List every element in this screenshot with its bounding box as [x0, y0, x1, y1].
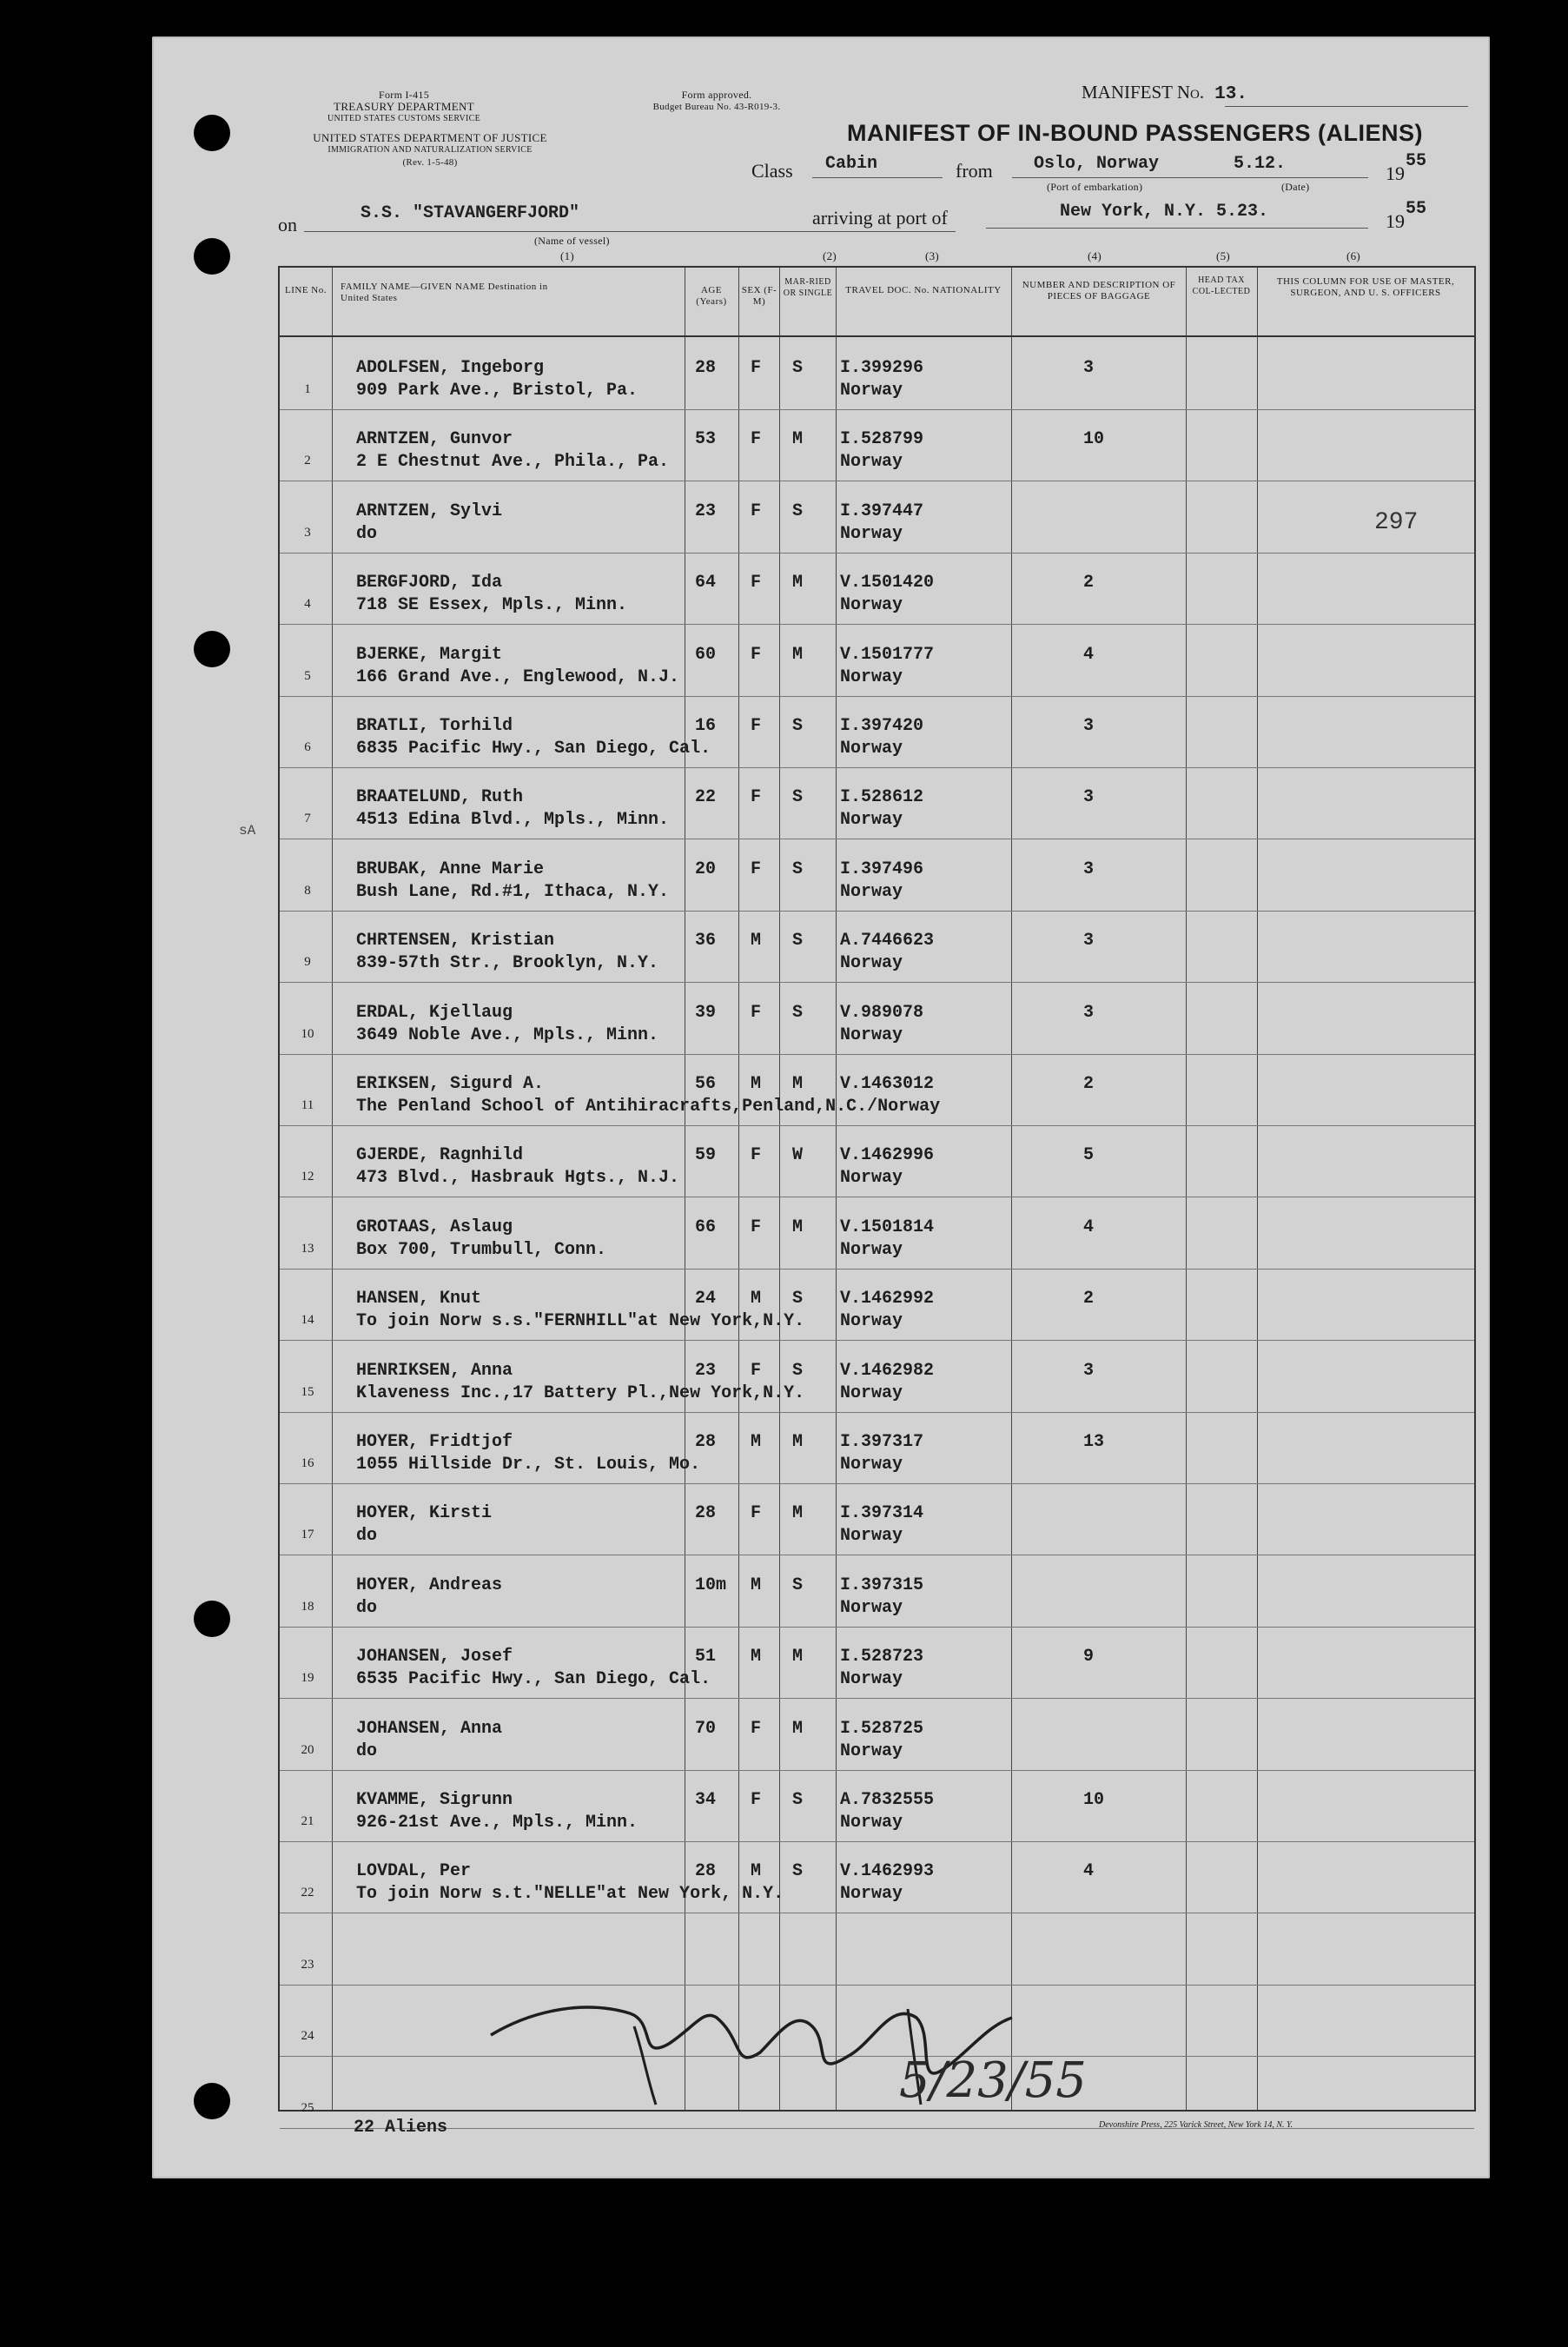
- line-number: 19: [301, 1671, 314, 1686]
- table-row: [280, 768, 1474, 839]
- officer-number: 297: [1374, 509, 1419, 536]
- table-row: [280, 554, 1474, 625]
- marital-status: S: [792, 787, 804, 808]
- line-number: 18: [301, 1599, 314, 1614]
- baggage-count: 9: [1083, 1647, 1095, 1667]
- header-headtax: HEAD TAX COL-LECTED: [1192, 275, 1251, 296]
- binder-hole: [194, 2083, 230, 2119]
- ins-label: IMMIGRATION AND NATURALIZATION SERVICE: [327, 145, 533, 155]
- line-number: 8: [304, 883, 311, 898]
- age: 10m: [695, 1575, 727, 1595]
- nationality: Norway: [840, 666, 903, 687]
- passenger-name: ARNTZEN, Gunvor: [356, 429, 513, 450]
- line-number: 24: [301, 2029, 314, 2044]
- baggage-count: 4: [1083, 1861, 1095, 1882]
- form-number: Form I-415: [379, 89, 429, 101]
- travel-doc-number: I.397317: [840, 1432, 924, 1452]
- line-number: 2: [304, 454, 311, 468]
- destination: 1055 Hillside Dr., St. Louis, Mo.: [356, 1455, 701, 1475]
- passenger-name: JOHANSEN, Josef: [356, 1647, 513, 1667]
- header-sex: SEX (F-M): [741, 285, 777, 307]
- travel-doc-number: V.1501420: [840, 573, 935, 593]
- marital-status: W: [792, 1145, 804, 1166]
- destination: Box 700, Trumbull, Conn.: [356, 1239, 607, 1260]
- passenger-name: BJERKE, Margit: [356, 644, 503, 665]
- table-row: [280, 339, 1474, 410]
- passenger-table: [278, 266, 1476, 2115]
- nationality: Norway: [840, 381, 903, 401]
- passenger-name: ARNTZEN, Sylvi: [356, 501, 503, 521]
- sex: M: [751, 1575, 762, 1595]
- destination: 839-57th Str., Brooklyn, N.Y.: [356, 953, 659, 974]
- destination: 4513 Edina Blvd., Mpls., Minn.: [356, 810, 670, 831]
- nationality: Norway: [840, 953, 903, 974]
- marital-status: M: [792, 573, 804, 593]
- justice-block: [269, 132, 591, 169]
- travel-doc-number: I.528799: [840, 429, 924, 450]
- justice-label: UNITED STATES DEPARTMENT OF JUSTICE: [313, 131, 547, 144]
- age: 24: [695, 1289, 717, 1309]
- line-number: 23: [301, 1957, 314, 1972]
- table-row: [280, 697, 1474, 768]
- from-label: from: [956, 160, 993, 182]
- line-number: 12: [301, 1170, 314, 1184]
- destination: The Penland School of Antihiracrafts,Penland,N.C./Norway: [356, 1097, 941, 1117]
- port-embark-caption: (Port of embarkation): [1047, 181, 1143, 193]
- sex: F: [751, 501, 762, 521]
- age: 60: [695, 644, 717, 665]
- on-label: on: [278, 214, 297, 235]
- table-row: [280, 626, 1474, 697]
- baggage-count: 4: [1083, 1217, 1095, 1237]
- nationality: Norway: [840, 1813, 903, 1833]
- travel-doc-number: V.1462996: [840, 1145, 935, 1166]
- line-number: 15: [301, 1384, 314, 1399]
- age: 70: [695, 1718, 717, 1739]
- marital-status: M: [792, 1503, 804, 1524]
- header-line: LINE No.: [285, 285, 327, 295]
- destination: 6535 Pacific Hwy., San Diego, Cal.: [356, 1669, 711, 1690]
- sex: F: [751, 787, 762, 808]
- travel-doc-number: I.528612: [840, 787, 924, 808]
- passenger-name: GJERDE, Ragnhild: [356, 1145, 524, 1166]
- table-row: [280, 482, 1474, 554]
- travel-doc-number: V.1462982: [840, 1360, 935, 1381]
- travel-doc-number: A.7446623: [840, 931, 935, 951]
- class-rule: [812, 177, 943, 178]
- sex: M: [751, 1647, 762, 1667]
- header-officers: THIS COLUMN FOR USE OF MASTER, SURGEON, AND U. S. OFFICERS: [1276, 276, 1455, 298]
- table-row: [280, 1628, 1474, 1699]
- marital-status: S: [792, 716, 804, 736]
- marital-status: S: [792, 1861, 804, 1882]
- table-row: [280, 1771, 1474, 1842]
- header-age: AGE (Years): [696, 285, 727, 307]
- marital-status: M: [792, 644, 804, 665]
- arrival-port: New York, N.Y. 5.23.: [1060, 202, 1269, 222]
- revision-label: (Rev. 1-5-48): [402, 157, 458, 168]
- marital-status: S: [792, 1790, 804, 1810]
- sex: F: [751, 1360, 762, 1381]
- sex: F: [751, 358, 762, 378]
- travel-doc-number: I.397315: [840, 1575, 924, 1595]
- baggage-count: 3: [1083, 787, 1095, 808]
- table-row: [280, 1700, 1474, 1771]
- arriving-label: arriving at port of: [812, 207, 948, 229]
- nationality: Norway: [840, 1382, 903, 1403]
- passenger-name: ERDAL, Kjellaug: [356, 1002, 513, 1023]
- line-number: 25: [301, 2100, 314, 2115]
- col-num-3: (3): [925, 249, 940, 262]
- sex: F: [751, 429, 762, 450]
- table-row: [280, 984, 1474, 1055]
- line-number: 20: [301, 1742, 314, 1757]
- passenger-name: ADOLFSEN, Ingeborg: [356, 358, 545, 378]
- table-row: [280, 1270, 1474, 1341]
- table-row: [280, 1556, 1474, 1628]
- vessel-rule: [304, 231, 956, 232]
- travel-doc-number: V.1463012: [840, 1074, 935, 1094]
- travel-doc-number: V.1501814: [840, 1217, 935, 1237]
- table-row: [280, 1413, 1474, 1484]
- age: 28: [695, 1503, 717, 1524]
- port-of-embarkation: Oslo, Norway: [1034, 154, 1160, 174]
- class-label: Class: [751, 160, 793, 182]
- destination: do: [356, 1740, 378, 1761]
- age: 56: [695, 1074, 717, 1094]
- baggage-count: 3: [1083, 931, 1095, 951]
- treasury-label: TREASURY DEPARTMENT: [334, 100, 474, 113]
- travel-doc-number: I.528723: [840, 1647, 924, 1667]
- line-number: 3: [304, 525, 311, 540]
- passenger-name: BRUBAK, Anne Marie: [356, 859, 545, 879]
- table-row: [280, 1484, 1474, 1555]
- travel-doc-number: I.397447: [840, 501, 924, 521]
- manifest-number: 13.: [1214, 84, 1247, 104]
- table-row: [280, 1342, 1474, 1413]
- destination: 166 Grand Ave., Englewood, N.J.: [356, 666, 680, 687]
- travel-doc-number: I.397496: [840, 859, 924, 879]
- from-rule: [1012, 177, 1368, 178]
- line-number: 22: [301, 1886, 314, 1900]
- line-number: 17: [301, 1528, 314, 1542]
- passenger-name: GROTAAS, Aslaug: [356, 1217, 513, 1237]
- baggage-count: 3: [1083, 358, 1095, 378]
- passenger-name: ERIKSEN, Sigurd A.: [356, 1074, 545, 1094]
- line-number: 6: [304, 740, 311, 754]
- sex: F: [751, 1503, 762, 1524]
- age: 59: [695, 1145, 717, 1166]
- sex: F: [751, 716, 762, 736]
- passenger-name: HANSEN, Knut: [356, 1289, 482, 1309]
- table-row: [280, 410, 1474, 481]
- destination: To join Norw s.t."NELLE"at New York, N.Y.: [356, 1884, 784, 1905]
- table-row: [280, 1198, 1474, 1270]
- line-number: 11: [301, 1098, 314, 1112]
- header-name: FAMILY NAME—GIVEN NAME Destination in United States: [341, 282, 548, 303]
- nationality: Norway: [840, 1597, 903, 1618]
- baggage-count: 10: [1083, 1790, 1105, 1810]
- class-value: Cabin: [825, 154, 878, 174]
- baggage-count: 2: [1083, 573, 1095, 593]
- year-value: 55: [1406, 151, 1427, 171]
- vessel-name: S.S. "STAVANGERFJORD": [361, 203, 580, 223]
- table-row: [280, 912, 1474, 983]
- form-header-left: [274, 89, 534, 125]
- passenger-name: BRATLI, Torhild: [356, 716, 513, 736]
- destination: 473 Blvd., Hasbrauk Hgts., N.J.: [356, 1168, 680, 1189]
- age: 64: [695, 573, 717, 593]
- year-prefix-2: 19: [1386, 210, 1405, 232]
- destination: Bush Lane, Rd.#1, Ithaca, N.Y.: [356, 881, 670, 902]
- binder-hole: [194, 238, 230, 275]
- table-row: [280, 1126, 1474, 1197]
- destination: do: [356, 1597, 378, 1618]
- marital-status: M: [792, 1718, 804, 1739]
- destination: 6835 Pacific Hwy., San Diego, Cal.: [356, 739, 711, 759]
- line-number: 1: [304, 382, 311, 396]
- sex: M: [751, 1289, 762, 1309]
- marital-status: S: [792, 1002, 804, 1023]
- sex: F: [751, 644, 762, 665]
- sex: M: [751, 1861, 762, 1882]
- nationality: Norway: [840, 452, 903, 473]
- destination: do: [356, 1526, 378, 1547]
- travel-doc-number: I.528725: [840, 1718, 924, 1739]
- col-num-5: (5): [1216, 249, 1231, 262]
- travel-doc-number: V.1501777: [840, 644, 935, 665]
- marital-status: S: [792, 931, 804, 951]
- nationality: Norway: [840, 1455, 903, 1475]
- sex: F: [751, 859, 762, 879]
- marital-status: M: [792, 429, 804, 450]
- destination: 926-21st Ave., Mpls., Minn.: [356, 1813, 638, 1833]
- travel-doc-number: V.989078: [840, 1002, 924, 1023]
- destination: do: [356, 523, 378, 544]
- passenger-name: JOHANSEN, Anna: [356, 1718, 503, 1739]
- baggage-count: 3: [1083, 859, 1095, 879]
- passenger-name: HOYER, Kirsti: [356, 1503, 493, 1524]
- line-number: 16: [301, 1456, 314, 1470]
- col-num-4: (4): [1088, 249, 1102, 262]
- marital-status: M: [792, 1647, 804, 1667]
- destination: To join Norw s.s."FERNHILL"at New York,N.Y.: [356, 1311, 805, 1332]
- age: 28: [695, 1432, 717, 1452]
- baggage-count: 4: [1083, 644, 1095, 665]
- passenger-name: CHRTENSEN, Kristian: [356, 931, 555, 951]
- age: 22: [695, 787, 717, 808]
- nationality: Norway: [840, 1168, 903, 1189]
- vessel-caption: (Name of vessel): [534, 235, 610, 247]
- passenger-name: HENRIKSEN, Anna: [356, 1360, 513, 1381]
- passenger-name: HOYER, Fridtjof: [356, 1432, 513, 1452]
- nationality: Norway: [840, 1669, 903, 1690]
- marital-status: S: [792, 859, 804, 879]
- nationality: Norway: [840, 881, 903, 902]
- age: 28: [695, 358, 717, 378]
- sex: F: [751, 1790, 762, 1810]
- travel-doc-number: I.397420: [840, 716, 924, 736]
- budget-label: Budget Bureau No. 43-R019-3.: [652, 102, 781, 112]
- col-num-6: (6): [1346, 249, 1361, 262]
- destination: 718 SE Essex, Mpls., Minn.: [356, 595, 628, 616]
- line-number: 21: [301, 1814, 314, 1828]
- table-row: [280, 1842, 1474, 1913]
- baggage-count: 10: [1083, 429, 1105, 450]
- header-married: MAR-RIED OR SINGLE: [783, 277, 833, 298]
- destination: Klaveness Inc.,17 Battery Pl.,New York,N.Y.: [356, 1382, 805, 1403]
- sex: F: [751, 1217, 762, 1237]
- baggage-count: 2: [1083, 1289, 1095, 1309]
- line-number: 7: [304, 812, 311, 826]
- row-divider: [280, 2128, 1474, 2129]
- marital-status: M: [792, 1432, 804, 1452]
- sex: M: [751, 931, 762, 951]
- line-number: 9: [304, 955, 311, 970]
- line-number: 4: [304, 597, 311, 612]
- marital-status: S: [792, 1575, 804, 1595]
- age: 16: [695, 716, 717, 736]
- margin-mark: sA: [239, 823, 256, 839]
- age: 66: [695, 1217, 717, 1237]
- passenger-name: BRAATELUND, Ruth: [356, 787, 524, 808]
- manifest-page: [152, 36, 1490, 2178]
- manifest-rule: [1225, 106, 1468, 107]
- passenger-name: LOVDAL, Per: [356, 1861, 472, 1882]
- nationality: Norway: [840, 1884, 903, 1905]
- nationality: Norway: [840, 1526, 903, 1547]
- sex: M: [751, 1074, 762, 1094]
- handwritten-date: 5/23/55: [899, 2052, 1087, 2109]
- passenger-name: KVAMME, Sigrunn: [356, 1790, 513, 1810]
- age: 34: [695, 1790, 717, 1810]
- travel-doc-number: A.7832555: [840, 1790, 935, 1810]
- col-num-2: (2): [823, 249, 837, 262]
- embarkation-date: 5.12.: [1234, 154, 1287, 174]
- date-caption: (Date): [1281, 181, 1310, 193]
- header-travel: TRAVEL DOC. No. NATIONALITY: [845, 285, 1002, 295]
- nationality: Norway: [840, 1239, 903, 1260]
- travel-doc-number: V.1462992: [840, 1289, 935, 1309]
- total-aliens: 22 Aliens: [354, 2118, 448, 2138]
- sex: F: [751, 1002, 762, 1023]
- sex: F: [751, 573, 762, 593]
- destination: 2 E Chestnut Ave., Phila., Pa.: [356, 452, 670, 473]
- line-number: 13: [301, 1241, 314, 1256]
- table-row: [280, 840, 1474, 912]
- sex: M: [751, 1432, 762, 1452]
- age: 28: [695, 1861, 717, 1882]
- age: 53: [695, 429, 717, 450]
- manifest-label: MANIFEST No.: [1082, 82, 1205, 103]
- table-row: [280, 1055, 1474, 1126]
- arrival-rule: [986, 228, 1368, 229]
- marital-status: S: [792, 1360, 804, 1381]
- printer-imprint: Devonshire Press, 225 Varick Street, New York 14, N. Y.: [1099, 2120, 1293, 2130]
- manifest-title: MANIFEST OF IN-BOUND PASSENGERS (ALIENS): [847, 120, 1424, 146]
- line-number: 14: [301, 1313, 314, 1328]
- baggage-count: 3: [1083, 716, 1095, 736]
- nationality: Norway: [840, 1311, 903, 1332]
- customs-label: UNITED STATES CUSTOMS SERVICE: [327, 114, 481, 123]
- manifest-number-line: [1082, 82, 1247, 104]
- age: 36: [695, 931, 717, 951]
- nationality: Norway: [840, 739, 903, 759]
- baggage-count: 3: [1083, 1360, 1095, 1381]
- marital-status: S: [792, 501, 804, 521]
- approved-label: Form approved.: [681, 89, 752, 101]
- marital-status: S: [792, 1289, 804, 1309]
- nationality: Norway: [840, 1024, 903, 1045]
- binder-hole: [194, 1601, 230, 1637]
- passenger-name: HOYER, Andreas: [356, 1575, 503, 1595]
- binder-hole: [194, 631, 230, 667]
- age: 39: [695, 1002, 717, 1023]
- marital-status: M: [792, 1074, 804, 1094]
- binder-hole: [194, 115, 230, 151]
- sex: F: [751, 1145, 762, 1166]
- age: 20: [695, 859, 717, 879]
- year-prefix: 19: [1386, 162, 1405, 184]
- form-approval: [604, 89, 830, 113]
- baggage-count: 3: [1083, 1002, 1095, 1023]
- destination: 3649 Noble Ave., Mpls., Minn.: [356, 1024, 659, 1045]
- nationality: Norway: [840, 810, 903, 831]
- age: 23: [695, 501, 717, 521]
- marital-status: S: [792, 358, 804, 378]
- nationality: Norway: [840, 595, 903, 616]
- passenger-name: BERGFJORD, Ida: [356, 573, 503, 593]
- baggage-count: 13: [1083, 1432, 1105, 1452]
- age: 23: [695, 1360, 717, 1381]
- nationality: Norway: [840, 1740, 903, 1761]
- travel-doc-number: V.1462993: [840, 1861, 935, 1882]
- baggage-count: 2: [1083, 1074, 1095, 1094]
- baggage-count: 5: [1083, 1145, 1095, 1166]
- year-value-2: 55: [1406, 199, 1427, 219]
- line-number: 5: [304, 668, 311, 683]
- sex: F: [751, 1718, 762, 1739]
- col-num-1: (1): [560, 249, 575, 262]
- header-baggage: NUMBER AND DESCRIPTION OF PIECES OF BAGGAGE: [1022, 280, 1176, 302]
- marital-status: M: [792, 1217, 804, 1237]
- nationality: Norway: [840, 523, 903, 544]
- travel-doc-number: I.399296: [840, 358, 924, 378]
- travel-doc-number: I.397314: [840, 1503, 924, 1524]
- age: 51: [695, 1647, 717, 1667]
- destination: 909 Park Ave., Bristol, Pa.: [356, 381, 638, 401]
- line-number: 10: [301, 1026, 314, 1041]
